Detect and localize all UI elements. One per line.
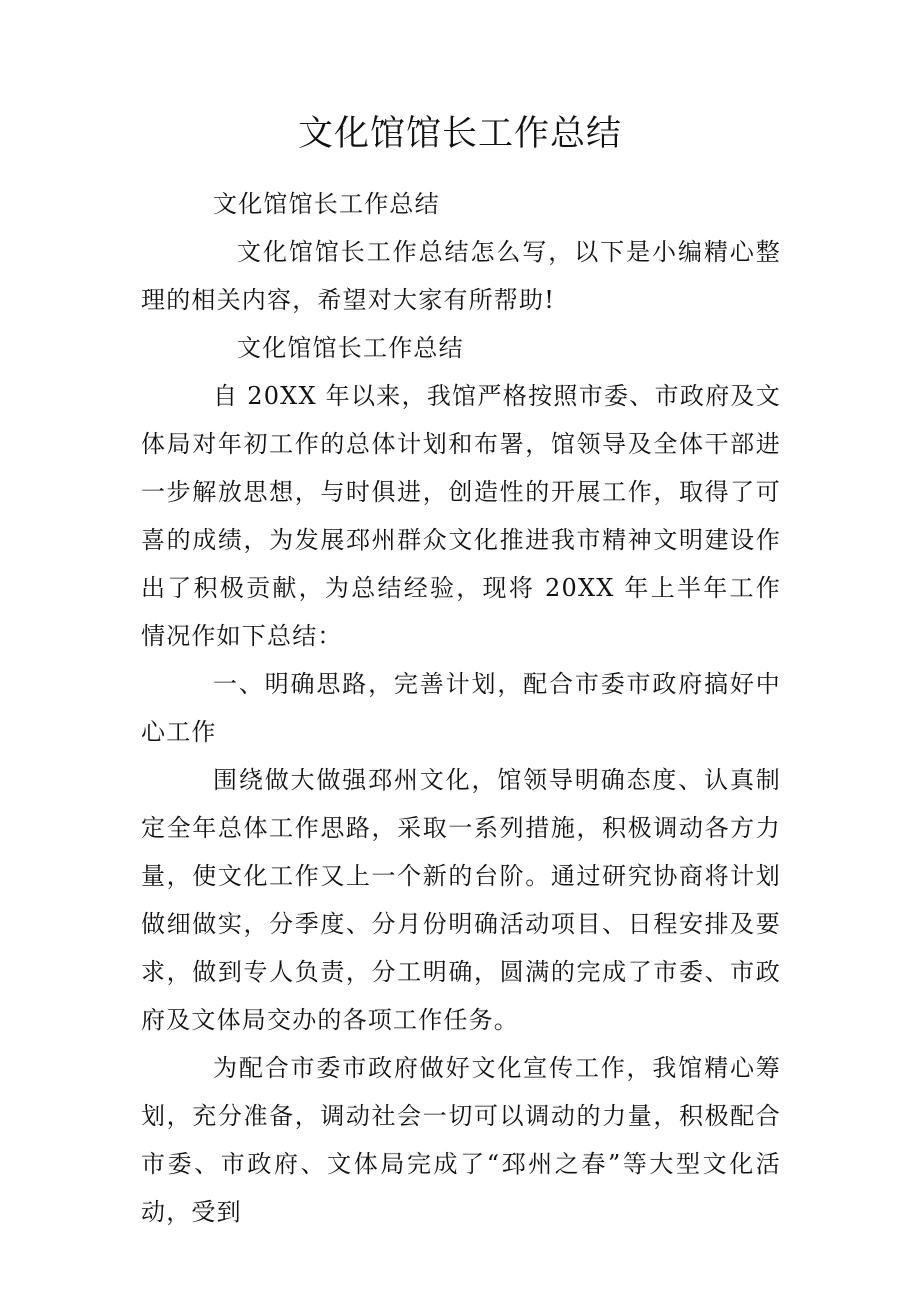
section-one-heading: 一、明确思路，完善计划，配合市委市政府搞好中心工作 <box>141 670 781 746</box>
document-body <box>141 180 781 1236</box>
body-paragraph: 为配合市委市政府做好文化宣传工作，我馆精心筹划，充分准备，调动社会一切可以调动的力量，积极配合市委、市政府、文体局完成了“邳州之春”等大型文化活动，受到 <box>141 1054 781 1226</box>
intro-paragraph: 文化馆馆长工作总结怎么写，以下是小编精心整理的相关内容，希望对大家有所帮助! <box>141 238 781 314</box>
section-heading-paragraph: 文化馆馆长工作总结 <box>237 334 464 362</box>
body-paragraph: 自 20XX 年以来，我馆严格按照市委、市政府及文体局对年初工作的总体计划和布署，馆领导及全体干部进一步解放思想，与时俱进，创造性的开展工作，取得了可喜的成绩，为发展邳州群众文化推进我市精神文明建设作出了积极贡献，为总结经验，现将 20XX 年上半年工作情况作如下总结： <box>141 382 781 650</box>
body-paragraph: 围绕做大做强邳州文化，馆领导明确态度、认真制定全年总体工作思路，采取一系列措施，积极调动各方力量，使文化工作又上一个新的台阶。通过研究协商将计划做细做实，分季度、分月份明确活动项目、日程安排及要求，做到专人负责，分工明确，圆满的完成了市委、市政府及文体局交办的各项工作任务。 <box>141 766 781 1034</box>
subtitle-paragraph: 文化馆馆长工作总结 <box>213 190 440 218</box>
document-title: 文化馆馆长工作总结 <box>297 114 622 154</box>
